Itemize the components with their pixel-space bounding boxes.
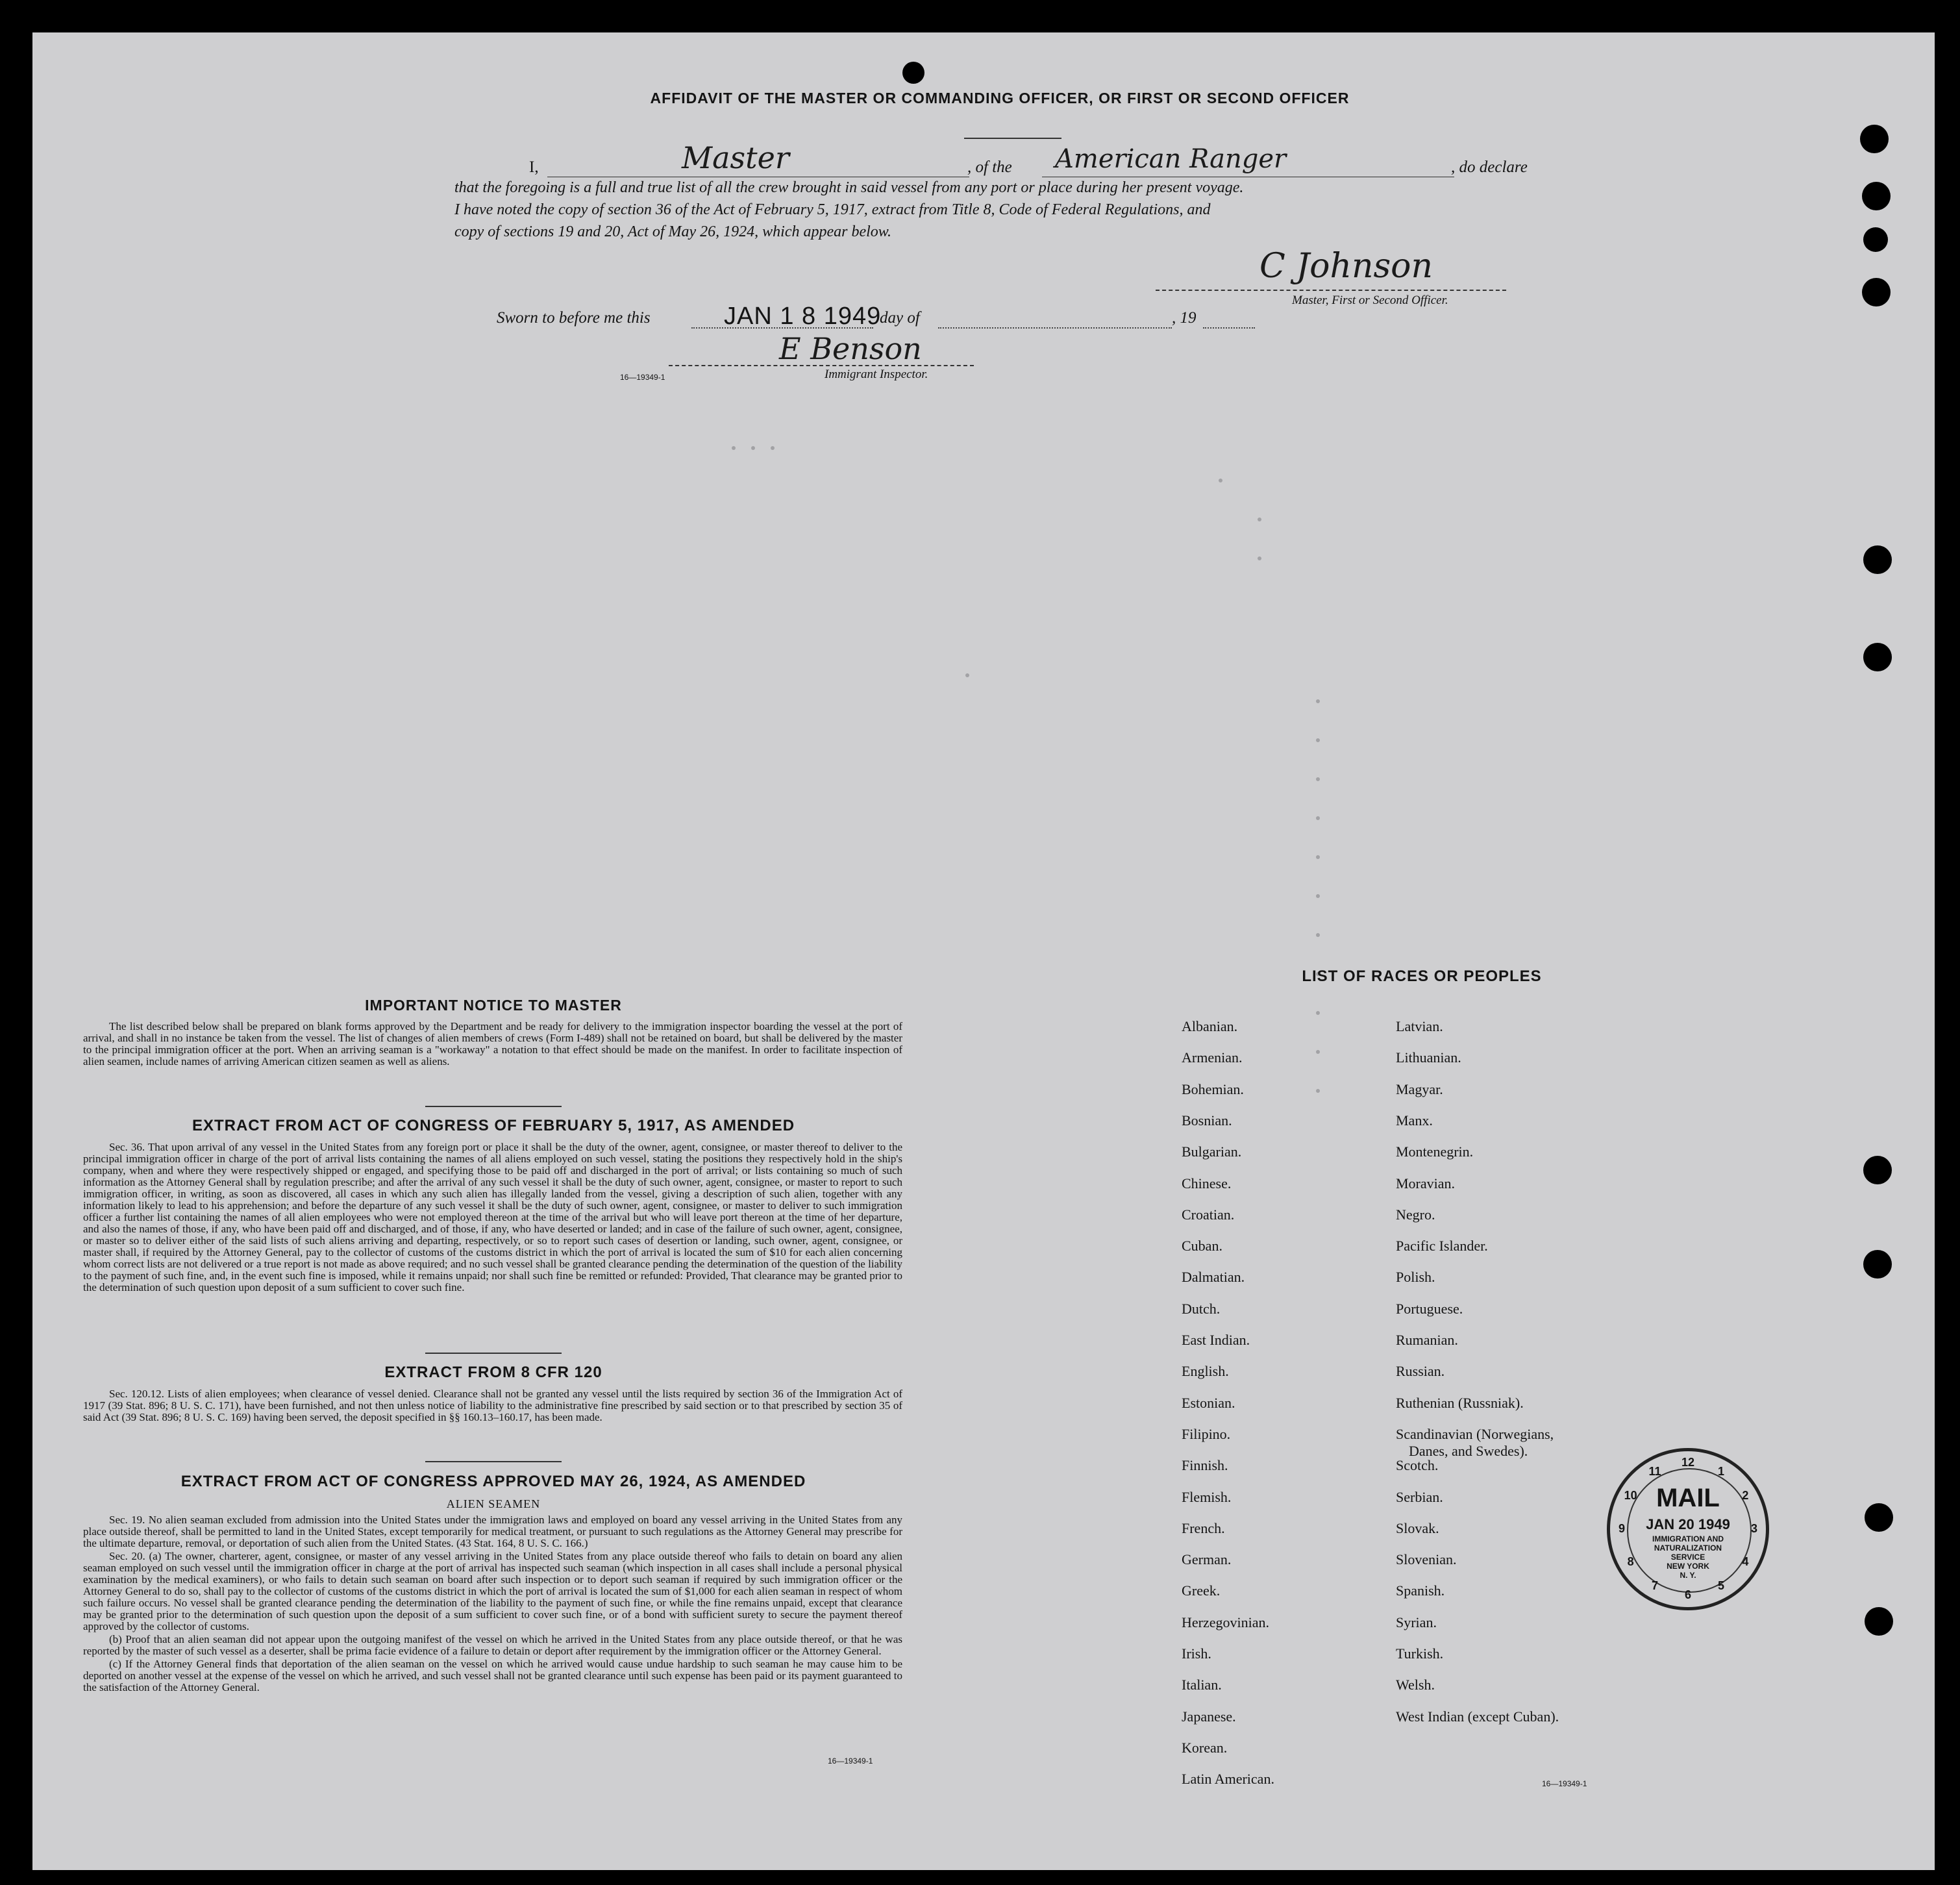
punch-hole	[902, 62, 924, 84]
sec19-paragraph	[83, 1514, 902, 1549]
document-page	[32, 32, 1935, 1870]
affidavit-form-code: 16—19349-1	[620, 373, 665, 382]
race-item: Russian.	[1396, 1363, 1445, 1380]
race-item: Portuguese.	[1396, 1300, 1463, 1317]
affidavit-title: AFFIDAVIT OF THE MASTER OR COMMANDING OFFICER, OR FIRST OR SECOND OFFICER	[650, 90, 1350, 106]
sec120-label: Sec. 120.12.	[109, 1388, 164, 1400]
race-item: Japanese.	[1182, 1708, 1236, 1725]
stamp-line5: N. Y.	[1680, 1571, 1696, 1580]
race-item: Herzegovinian.	[1182, 1614, 1269, 1630]
inspector-signature: E Benson	[779, 331, 922, 366]
race-item: Finnish.	[1182, 1457, 1228, 1474]
stamp-word: MAIL	[1656, 1484, 1720, 1512]
race-item: Scotch.	[1396, 1457, 1439, 1474]
punch-hole	[1863, 643, 1892, 671]
stamp-ring-number: 2	[1742, 1489, 1749, 1502]
sec20b-paragraph: (b) Proof that an alien seaman did not appear upon the outgoing manifest of the vessel on which he arrived in the United States from any place outside thereof, or that he was reported by the master of such vessel as a deserter, shall be prima facie evidence of a failure to detain or deport after requirement by the immigration officer or the Attorney General.	[83, 1633, 902, 1657]
race-item: Estonian.	[1182, 1394, 1235, 1411]
inspector-signature-line	[669, 365, 974, 367]
race-item: Scandinavian (Norwegians,	[1396, 1425, 1554, 1442]
master-signature-line	[1156, 290, 1506, 292]
year-prefix: , 19	[1172, 309, 1197, 327]
race-item: Armenian.	[1182, 1049, 1243, 1066]
race-item: Latin American.	[1182, 1771, 1274, 1788]
extract-1917-text	[83, 1142, 902, 1295]
race-item: Serbian.	[1396, 1488, 1443, 1505]
punch-hole	[1862, 278, 1891, 306]
races-form-code: 16—19349-1	[1542, 1779, 1587, 1788]
notice-text	[83, 1021, 902, 1069]
vessel-overline	[964, 138, 1061, 139]
race-item: Lithuanian.	[1396, 1049, 1461, 1066]
race-item: Slovak.	[1396, 1519, 1439, 1536]
year-line	[1203, 327, 1255, 329]
stamp-ring-number: 7	[1651, 1579, 1658, 1593]
stamp-ring-number: 10	[1624, 1489, 1637, 1502]
affidavit-line4: copy of sections 19 and 20, Act of May 26, 1924, which appear below.	[454, 223, 892, 240]
race-item: Pacific Islander.	[1396, 1238, 1488, 1255]
section-divider	[425, 1353, 562, 1354]
affidavit-line2: that the foregoing is a full and true list of all the crew brought in said vessel from any port or place during her present voyage.	[454, 179, 1244, 196]
stamp-line1: IMMIGRATION AND	[1652, 1534, 1724, 1543]
notice-paragraph: The list described below shall be prepared on blank forms approved by the Department and be ready for delivery to the immigration inspector boarding the vessel at the port of arrival, and shall in no instance be taken from the vessel. The list of changes of alien members of crews (Form I-489) shall not be retained on board, but shall be delivered by the master to the principal immigration officer at the port. When an arriving seaman is a "workaway" a notation to that effect should be made on the manifest. In order to facilitate inspection of alien seamen, include names of arriving American citizen seamen as well as aliens.	[83, 1020, 902, 1067]
punch-hole	[1863, 545, 1892, 574]
race-item: Bohemian.	[1182, 1080, 1244, 1097]
race-item: Negro.	[1396, 1206, 1435, 1223]
sworn-date-stamp: JAN 1 8 1949	[724, 303, 882, 330]
race-item: Chinese.	[1182, 1175, 1232, 1192]
extract-1924-subtitle: ALIEN SEAMEN	[446, 1497, 541, 1510]
race-item: Slovenian.	[1396, 1551, 1457, 1568]
inspector-caption: Immigrant Inspector.	[825, 368, 928, 381]
race-item: Greek.	[1182, 1582, 1221, 1599]
race-item: Syrian.	[1396, 1614, 1437, 1630]
race-item: French.	[1182, 1519, 1225, 1536]
race-item: Turkish.	[1396, 1645, 1444, 1662]
race-item: Magyar.	[1396, 1080, 1443, 1097]
races-title: LIST OF RACES OR PEOPLES	[1302, 967, 1542, 985]
race-item: Korean.	[1182, 1739, 1228, 1756]
race-item: Italian.	[1182, 1677, 1222, 1693]
sec36-body: That upon arrival of any vessel in the United States from any foreign port or place it shall be the duty of the owner, agent, consignee, or master thereof to deliver to the principal immigration officer in charge of the port of arrival lists containing the names of all aliens employed on such vessel, stating the positions they respectively hold in the ship's company, when and where they were respectively shipped or engaged, and specifying those to be paid off and discharged in the port of arrival; or lists containing so much of such information as the Attorney General shall by regulation prescribe; and after the arrival of any such vessel it shall be the duty of such owner, agent, consignee, or master to report to such immigration officer, in writing, as soon as discovered, all cases in which any such alien has illegally landed from the vessel, giving a description of such alien, together with any information likely to lead to his apprehension; and before the departure of any such vessel it shall be the duty of such owner, agent, consignee, or master to deliver to such immigration officer a further list containing the names of all alien employees who were not employed thereon at the time of the arrival but who will leave port thereon at the time of her departure, and also the names of those, if any, who have been paid off and discharged, and of those, if any, who have deserted or landed; and in case of the failure of such owner, agent, consignee, or master so to deliver either of the said lists of such aliens arriving and departing, respectively, or so to report such cases of desertion or landing, such owner, agent, consignee, or master shall, if required by the Attorney General, pay to the collector of customs of the customs district in which the port of arrival is located the sum of $10 for each alien concerning whom correct lists are not delivered or a true report is not made as above required; and no such vessel shall be granted clearance pending the determination of the question of the liability to the payment of such fine, and, in the event such fine is imposed, while it remains unpaid; nor shall such fine be remitted or refunded: Provided, That clearance may be granted prior to the determination of such question upon deposit of a sum sufficient to cover such fine.	[83, 1141, 902, 1293]
sec20c-paragraph: (c) If the Attorney General finds that deportation of the alien seaman on the vessel on which he arrived would cause undue hardship to such seaman he may cause him to be deported on another vessel at the expense of the vessel on which he arrived, and such vessel shall not be granted clearance until such expense has been paid or its payment guaranteed to the satisfaction of the Attorney General.	[83, 1658, 902, 1693]
race-item: Latvian.	[1396, 1018, 1443, 1034]
stamp-line4: NEW YORK	[1667, 1562, 1709, 1571]
races-column-1	[1182, 1018, 1402, 1823]
punch-hole	[1863, 227, 1888, 252]
notice-title: IMPORTANT NOTICE TO MASTER	[365, 997, 622, 1014]
stamp-ring-number: 6	[1684, 1588, 1691, 1601]
punch-hole	[1860, 125, 1889, 153]
punch-hole	[1865, 1607, 1893, 1636]
sec120-paragraph	[83, 1388, 902, 1423]
extract-1924-title: EXTRACT FROM ACT OF CONGRESS APPROVED MAY 26, 1924, AS AMENDED	[180, 1473, 806, 1490]
line1-mid: , of the	[967, 158, 1012, 176]
race-item: Cuban.	[1182, 1238, 1222, 1255]
punch-hole	[1862, 182, 1891, 210]
stamp-date: JAN 20 1949	[1646, 1516, 1730, 1532]
stamp-ring-number: 8	[1627, 1555, 1634, 1568]
master-caption: Master, First or Second Officer.	[1292, 293, 1448, 307]
race-item: Ruthenian (Russniak).	[1396, 1394, 1524, 1411]
races-column-2	[1396, 1018, 1694, 1823]
race-item: Polish.	[1396, 1269, 1435, 1286]
punch-hole	[1863, 1250, 1892, 1279]
sec20a-label: Sec. 20. (a)	[109, 1550, 162, 1562]
race-item: Danes, and Swedes).	[1409, 1442, 1528, 1459]
race-item: Rumanian.	[1396, 1332, 1458, 1348]
sec19-label: Sec. 19.	[109, 1514, 145, 1526]
affidavit-line1	[497, 140, 1548, 183]
vessel-handwritten: American Ranger	[1055, 144, 1287, 174]
race-item: Irish.	[1182, 1645, 1211, 1662]
stamp-line3: SERVICE	[1670, 1553, 1706, 1562]
stamp-ring-number: 4	[1742, 1555, 1749, 1568]
sec36-label: Sec. 36.	[109, 1141, 145, 1153]
section-divider	[425, 1461, 562, 1462]
race-item: East Indian.	[1182, 1332, 1250, 1348]
race-item: German.	[1182, 1551, 1232, 1568]
race-item: Moravian.	[1396, 1175, 1456, 1192]
extract-cfr-title: EXTRACT FROM 8 CFR 120	[384, 1364, 602, 1381]
section-divider	[425, 1106, 562, 1107]
race-item: Bulgarian.	[1182, 1143, 1242, 1160]
race-item: English.	[1182, 1363, 1229, 1380]
sworn-label: Sworn to before me this	[497, 309, 651, 327]
master-signature: C Johnson	[1259, 247, 1433, 286]
punch-hole	[1865, 1503, 1893, 1532]
race-item: Dutch.	[1182, 1300, 1221, 1317]
day-of-label: day of	[880, 309, 920, 327]
stamp-ring-number: 12	[1681, 1456, 1695, 1469]
extract-cfr-text	[83, 1388, 902, 1425]
race-item: Manx.	[1396, 1112, 1433, 1129]
race-item: West Indian (except Cuban).	[1396, 1708, 1559, 1725]
race-item: Croatian.	[1182, 1206, 1235, 1223]
sec20a-paragraph	[83, 1551, 902, 1632]
race-item: Filipino.	[1182, 1425, 1231, 1442]
month-line	[938, 327, 1172, 329]
line1-suffix: , do declare	[1451, 158, 1528, 176]
officer-handwritten: Master	[682, 140, 789, 175]
race-item: Spanish.	[1396, 1582, 1445, 1599]
extract-1924-text	[83, 1514, 902, 1695]
stamp-ring-number: 11	[1648, 1464, 1661, 1478]
mail-received-stamp	[1607, 1448, 1769, 1610]
stamp-ring-number: 9	[1618, 1522, 1625, 1535]
stamp-ring-number: 5	[1717, 1579, 1724, 1593]
affidavit-line3: I have noted the copy of section 36 of the Act of February 5, 1917, extract from Title 8, Code of Federal Regulations, and	[454, 201, 1211, 218]
sec20a-body: The owner, charterer, agent, consignee, or master of any vessel arriving in the United States from any place outside thereof who fails to detain on board any alien seaman employed on such vessel until the immigration officer in charge at the port of arrival has inspected such seaman (which inspection in all cases shall include a personal physical examination by the medical examiners), or who fails to detain such seaman on board after such inspection or to deport such seaman if required by such immigration officer or the Attorney General to do so, shall pay to the collector of customs of the customs district in which the port of arrival is located the sum of $1,000 for each alien seaman in respect of whom such failure occurs. No vessel shall be granted clearance pending the determination of the liability to the payment of such fine, or while the fine remains unpaid, except that clearance may be granted prior to the determination of such question upon the deposit of a sum sufficient to cover such fine, or of a bond with sufficient surety to secure the payment thereof approved by the collector of customs.	[83, 1550, 902, 1632]
sec36-paragraph	[83, 1142, 902, 1293]
stamp-ring-number: 1	[1717, 1464, 1724, 1478]
extract-1924-form-code: 16—19349-1	[828, 1756, 873, 1766]
stamp-line2: NATURALIZATION	[1654, 1543, 1722, 1553]
line1-prefix: I,	[529, 158, 539, 176]
race-item: Albanian.	[1182, 1018, 1238, 1034]
punch-hole	[1863, 1156, 1892, 1184]
sec120-body: Lists of alien employees; when clearance of vessel denied. Clearance shall not be granted any vessel until the lists required by section 36 of the Immigration Act of 1917 (39 Stat. 896; 8 U. S. C. 171), have been furnished, and not then unless notice of liability to the administrative fine prescribed by said section or to that prescribed by section 35 of said Act (39 Stat. 896; 8 U. S. C. 169) having been served, the deposit specified in §§ 160.13–160.17, has been made.	[83, 1388, 903, 1423]
race-item: Welsh.	[1396, 1677, 1435, 1693]
race-item: Bosnian.	[1182, 1112, 1232, 1129]
sec19-body: No alien seaman excluded from admission into the United States under the immigration laws and employed on board any vessel arriving in the United States from any place outside thereof, shall be permitted to land in the United States, except temporarily for medical treatment, or pursuant to such regulations as the Attorney General may prescribe for the ultimate departure, removal, or deportation of such alien from the United States. (43 Stat. 164, 8 U. S. C. 166.)	[83, 1514, 903, 1549]
stamp-ring-number: 3	[1750, 1522, 1757, 1535]
extract-1917-title: EXTRACT FROM ACT OF CONGRESS OF FEBRUARY 5, 1917, AS AMENDED	[192, 1117, 795, 1134]
race-item: Flemish.	[1182, 1488, 1232, 1505]
race-item: Dalmatian.	[1182, 1269, 1245, 1286]
race-item: Montenegrin.	[1396, 1143, 1474, 1160]
